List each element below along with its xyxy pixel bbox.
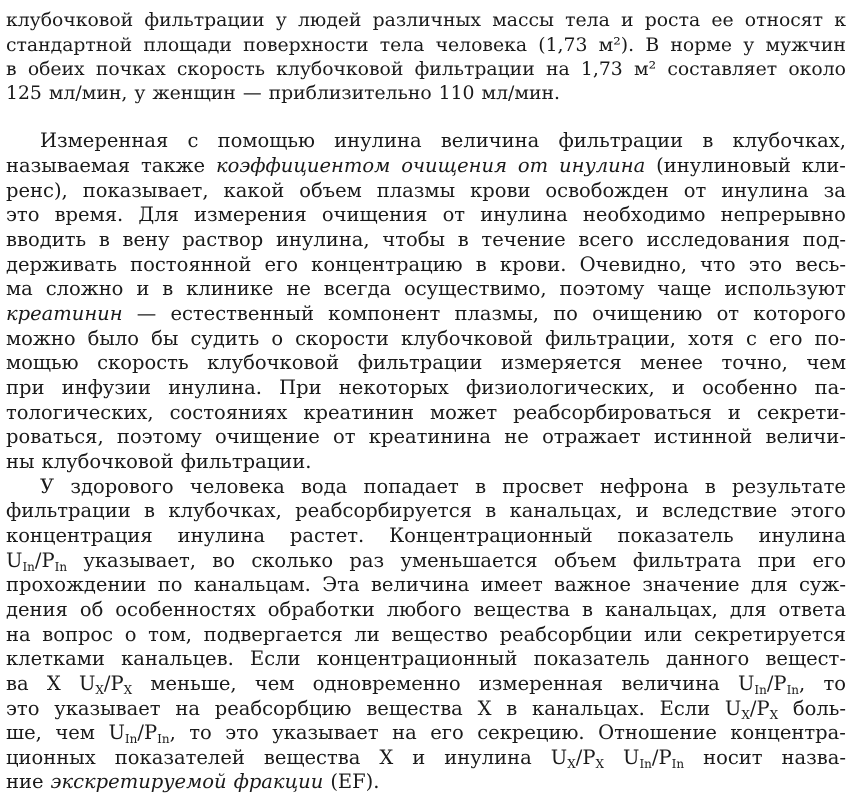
text-line: тологических, состояниях креатинин может реабсорбироваться и секрети- [6,401,846,424]
text-line: ма сложно и в клинике не всегда осуществимо, поэтому чаще используют [6,277,846,300]
text-line: 125 мл/мин, у женщин — приблизительно 110 мл/мин. [6,83,560,104]
text-line: это время. Для измерения очищения от инулина необходимо непрерывно [6,203,846,226]
text-line: ние экскретируемой фракции (EF). [6,770,380,793]
text-line: при инфузии инулина. При некоторых физиологических, и особенно па- [6,376,846,399]
text-line: клубочковой фильтрации у людей различных массы тела и роста ее относят к [6,10,846,31]
text-line: держивать постоянной его концентрацию в крови. Очевидно, что это весь- [6,253,846,276]
text-line: креатинин — естественный компонент плазмы, по очищению от которого [6,302,846,325]
text-line: У здорового человека вода попадает в просвет нефрона в результате [40,475,846,498]
text-line: ше, чем $U_{In}/P_{In}$, то это указывает на его секрецию. Отношение концентра- [6,721,846,746]
text-line: ционных показателей вещества X и инулина $U_X/P_X$ $U_{In}/P_{In}$ носит назва- [6,746,846,771]
text-line: концентрация инулина растет. Концентрационный показатель инулина [6,524,846,547]
text-line: ренс), показывает, какой объем плазмы крови освобожден от инулина за [6,179,846,202]
text-line: дения об особенностях обработки любого вещества в канальцах, для ответа [6,598,846,621]
text-line: $U_{In}/P_{In}$ указывает, во сколько раз уменьшается объем фильтрата при его [6,549,846,574]
text-line: фильтрации в клубочках, реабсорбируется в канальцах, и вследствие этого [6,499,846,522]
text-line: можно было бы судить о скорости клубочковой фильтрации, хотя с его по- [6,327,846,350]
text-line: клетками канальцев. Если концентрационный показатель данного вещест- [6,647,846,670]
text-line: прохождении по канальцам. Эта величина имеет важное значение для суж- [6,573,846,596]
text-line: ва X $U_X/P_X$ меньше, чем одновременно измеренная величина $U_{In}/P_{In}$, то [6,672,846,697]
text-line: в обеих почках скорость клубочковой фильтрации на 1,73 м² составляет около [6,59,846,80]
text-line: вводить в вену раствор инулина, чтобы в течение всего исследования под- [6,228,846,251]
text-line: ны клубочковой фильтрации. [6,450,312,473]
text-line: мощью скорость клубочковой фильтрации измеряется менее точно, чем [6,351,846,374]
text-line: стандартной площади поверхности тела человека (1,73 м²). В норме у мужчин [6,35,846,56]
text-line: это указывает на реабсорбцию вещества X в канальцах. Если $U_X/P_X$ боль- [6,697,846,722]
text-line: Измеренная с помощью инулина величина фильтрации в клубочках, [40,129,846,152]
text-line: на вопрос о том, подвергается ли вещество реабсорбции или секретируется [6,623,846,646]
text-line: роваться, поэтому очищение от креатинина не отражает истинной величи- [6,425,846,448]
text-line: называемая также коэффициентом очищения от инулина (инулиновый кли- [6,154,846,177]
